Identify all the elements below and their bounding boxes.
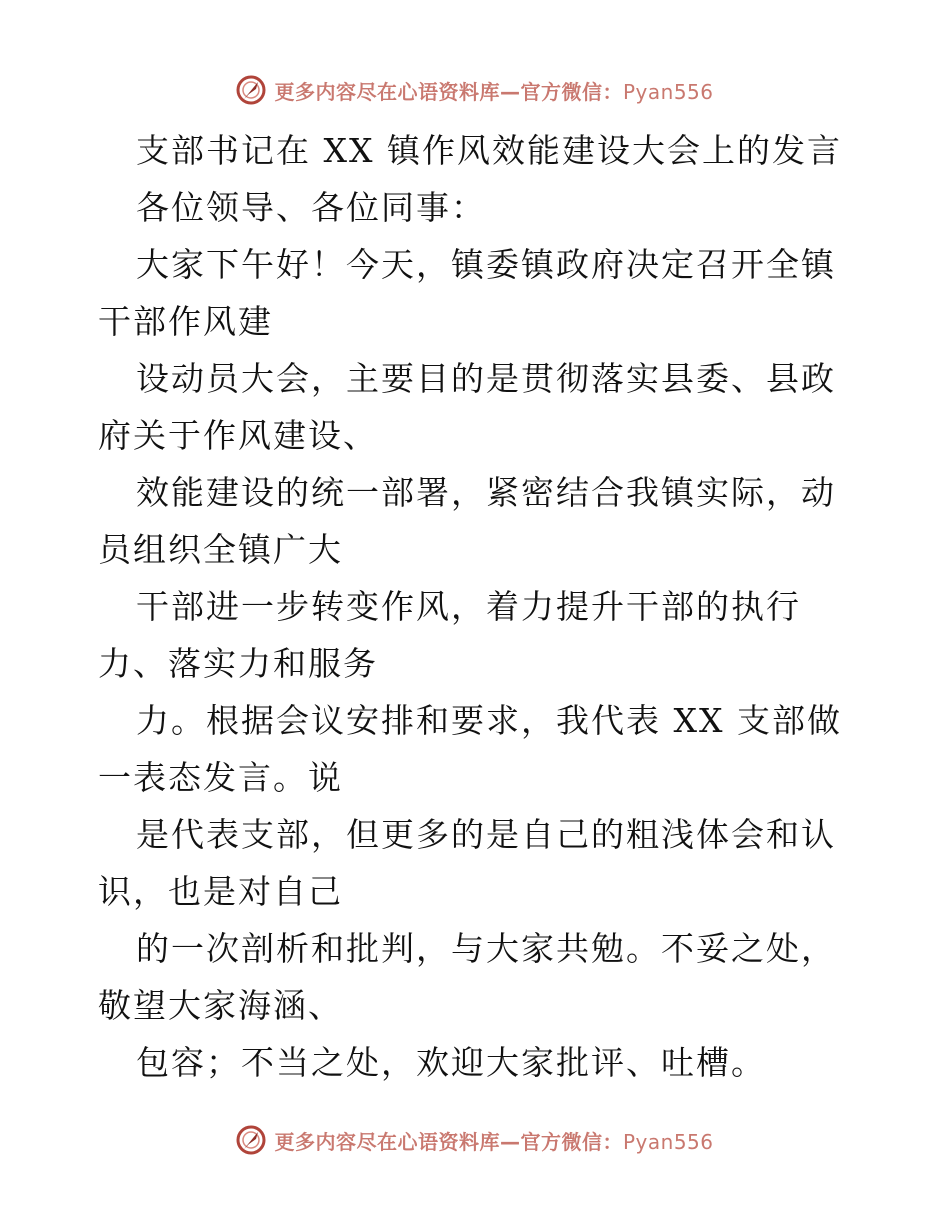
watermark-account: Pyan556 [622,1129,714,1154]
paragraph: 包容；不当之处，欢迎大家批评、吐槽。 [136,1043,766,1082]
paragraph: 效能建设的统一部署，紧密结合我镇实际，动员组织全镇广大 [98,473,836,569]
salutation: 各位领导、各位同事： [136,188,486,227]
paragraph: 是代表支部，但更多的是自己的粗浅体会和认识，也是对自己 [98,815,836,911]
paragraph: 干部进一步转变作风，着力提升干部的执行力、落实力和服务 [98,587,801,683]
watermark-banner-bottom [0,1120,950,1160]
watermark-text: 更多内容尽在心语资料库—官方微信：Pyan556 [274,79,714,104]
quill-logo-icon [236,75,266,105]
document-title: 支部书记在 XX 镇作风效能建设大会上的发言 [136,131,842,170]
paragraph: 力。根据会议安排和要求，我代表 XX 支部做一表态发言。说 [98,701,842,797]
paragraph: 大家下午好！今天，镇委镇政府决定召开全镇干部作风建 [98,245,836,341]
watermark-banner-top [0,70,950,110]
paragraph: 设动员大会，主要目的是贯彻落实县委、县政府关于作风建设、 [98,359,836,455]
watermark-text: 更多内容尽在心语资料库—官方微信：Pyan556 [274,1129,714,1154]
watermark-account: Pyan556 [622,79,714,104]
document-body [98,122,858,1091]
paragraph: 的一次剖析和批判，与大家共勉。不妥之处，敬望大家海涵、 [98,929,836,1025]
quill-logo-icon [236,1125,266,1155]
